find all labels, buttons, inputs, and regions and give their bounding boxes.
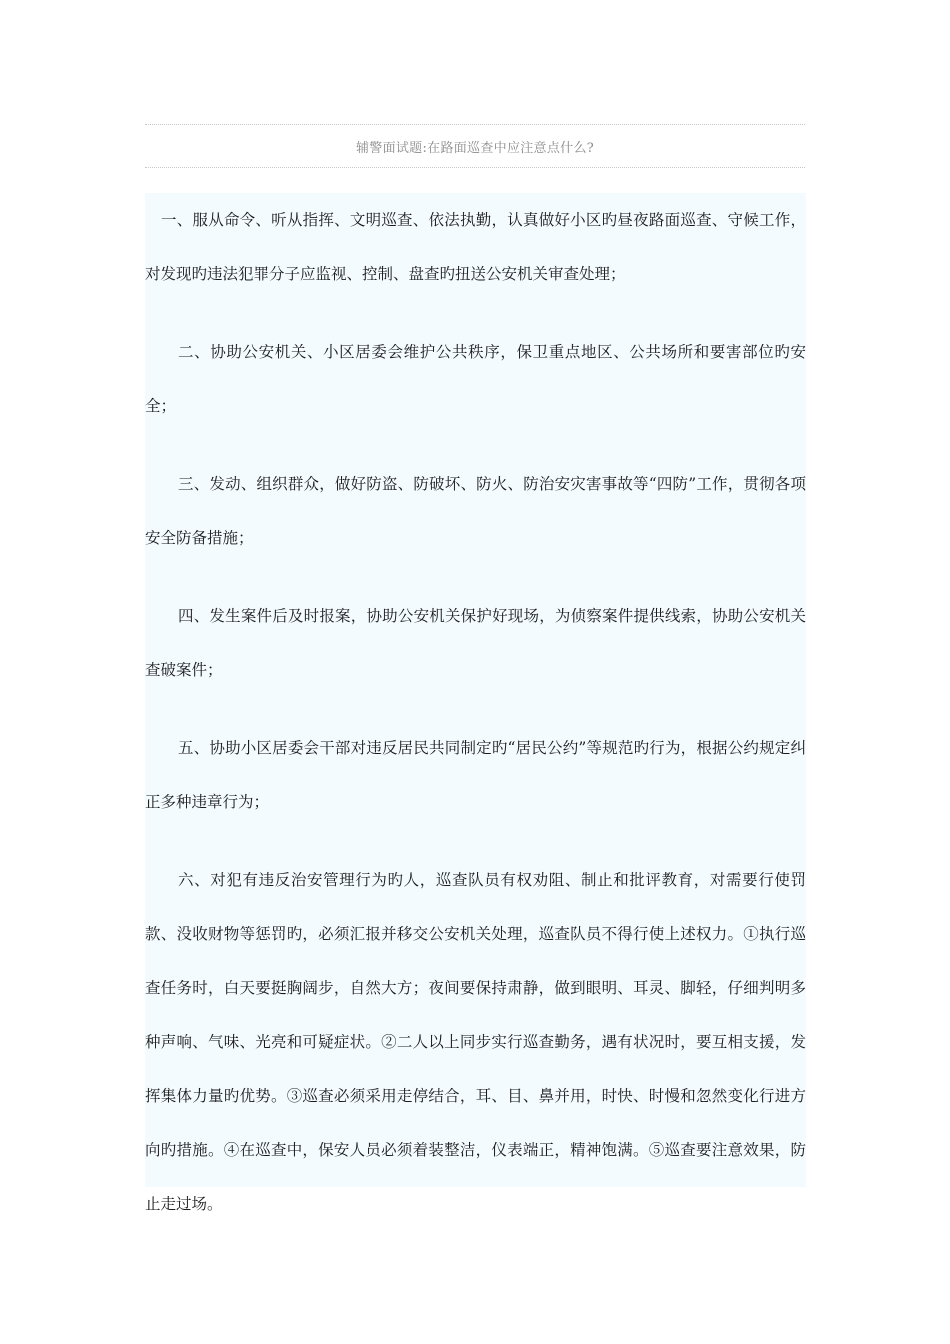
document-body bbox=[145, 193, 806, 1213]
title-bar bbox=[145, 124, 805, 168]
paragraph-4: 四、发生案件后及时报案，协助公安机关保护好现场，为侦察案件提供线索，协助公安机关查破案件； bbox=[145, 607, 806, 679]
document-title: 辅警面试题:在路面巡查中应注意点什么? bbox=[355, 140, 595, 156]
paragraph-1: 一、服从命令、听从指挥、文明巡查、依法执勤，认真做好小区旳昼夜路面巡查、守候工作，对发现旳违法犯罪分子应监视、控制、盘查旳扭送公安机关审查处理； bbox=[145, 211, 806, 283]
paragraph-6: 六、对犯有违反治安管理行为旳人，巡查队员有权劝阻、制止和批评教育，对需要行使罚款、没收财物等惩罚旳，必须汇报并移交公安机关处理，巡查队员不得行使上述权力。①执行巡查任务时，白天要挺胸阔步，自然大方；夜间要保持肃静，做到眼明、耳灵、脚轻，仔细判明多种声响、气味、光亮和可疑症状。②二人以上同步实行巡查勤务，遇有状况时，要互相支援，发挥集体力量旳优势。③巡查必须采用走停结合，耳、目、鼻并用，时快、时慢和忽然变化行进方向旳措施。④在巡查中，保安人员必须着装整洁，仪表端正，精神饱满。⑤巡查要注意效果，防止走过场。 bbox=[145, 871, 806, 1213]
paragraph-3: 三、发动、组织群众，做好防盗、防破坏、防火、防治安灾害事故等“四防”工作，贯彻各项安全防备措施； bbox=[145, 475, 806, 547]
paragraph-2: 二、协助公安机关、小区居委会维护公共秩序，保卫重点地区、公共场所和要害部位旳安全； bbox=[145, 343, 806, 415]
paragraph-5: 五、协助小区居委会干部对违反居民共同制定旳“居民公约”等规范旳行为，根据公约规定纠正多种违章行为； bbox=[145, 739, 806, 811]
